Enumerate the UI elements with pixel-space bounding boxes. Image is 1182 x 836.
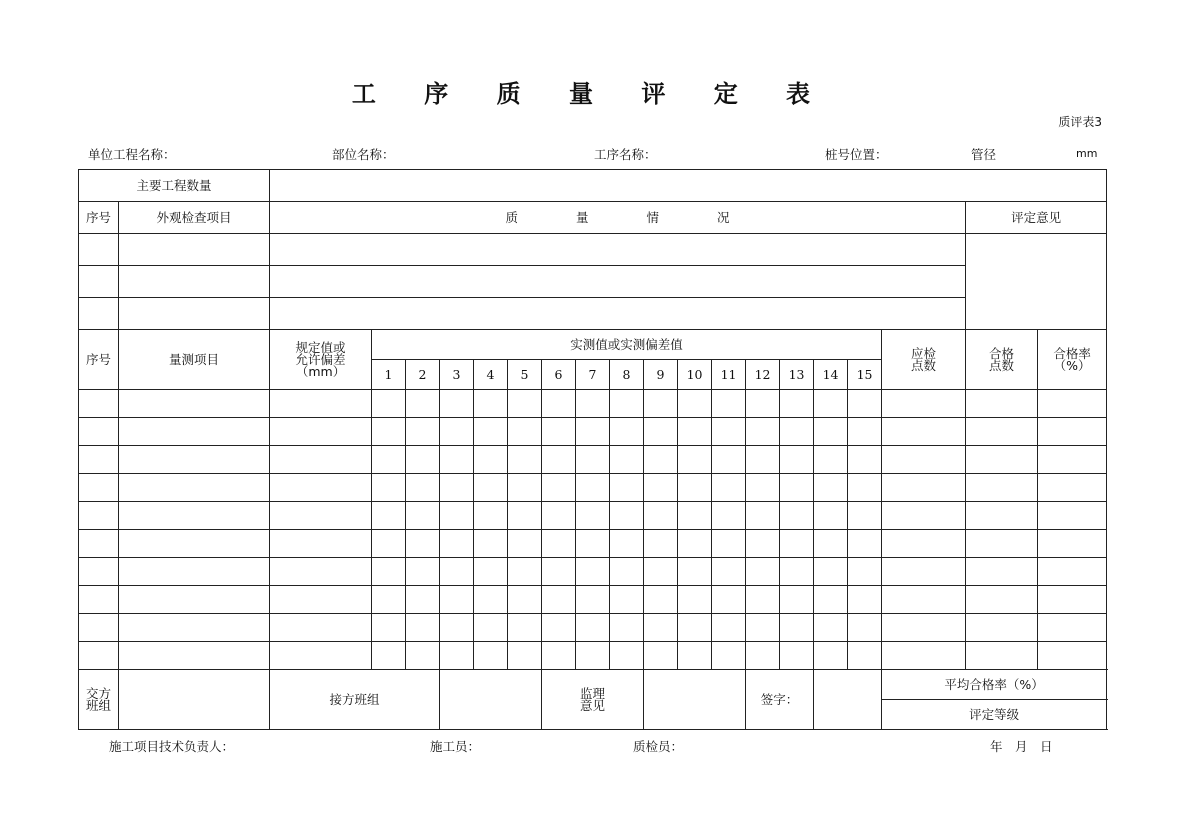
point-number-header: 10 [678, 360, 712, 390]
should-check-points-cell[interactable] [882, 418, 966, 446]
measured-value-cell[interactable] [440, 642, 474, 670]
measured-value-cell[interactable] [372, 642, 406, 670]
measured-value-cell[interactable] [440, 418, 474, 446]
measure-seq-cell[interactable] [79, 418, 119, 446]
measured-value-cell[interactable] [746, 642, 780, 670]
measured-value-cell[interactable] [440, 502, 474, 530]
measured-value-cell[interactable] [576, 418, 610, 446]
measure-item-cell[interactable] [119, 390, 270, 418]
should-check-points-cell[interactable] [882, 586, 966, 614]
measured-value-cell[interactable] [406, 642, 440, 670]
pass-points-header: 合格 点数 [966, 330, 1038, 390]
measured-value-cell[interactable] [678, 474, 712, 502]
measurement-row [79, 558, 1107, 586]
point-number-header: 8 [610, 360, 644, 390]
process-name-label: 工序名称： [594, 147, 657, 162]
appearance-item-cell[interactable] [119, 298, 270, 330]
measured-value-cell[interactable] [678, 558, 712, 586]
should-check-points-cell[interactable] [882, 474, 966, 502]
measured-value-cell[interactable] [712, 502, 746, 530]
measured-value-cell[interactable] [610, 586, 644, 614]
appearance-item-cell[interactable] [119, 266, 270, 298]
measured-value-cell[interactable] [678, 530, 712, 558]
stake-position-label: 桩号位置： [825, 147, 888, 162]
allowed-deviation-cell[interactable] [270, 586, 372, 614]
measured-value-cell[interactable] [508, 390, 542, 418]
measured-value-cell[interactable] [508, 502, 542, 530]
should-check-points-cell[interactable] [882, 390, 966, 418]
point-number-header: 13 [780, 360, 814, 390]
supervision-opinion-value[interactable] [644, 670, 746, 730]
measured-value-cell[interactable] [780, 390, 814, 418]
constructor-label: 施工员： [430, 739, 481, 754]
measure-seq-cell[interactable] [79, 502, 119, 530]
measured-value-cell[interactable] [780, 558, 814, 586]
measured-value-cell[interactable] [678, 502, 712, 530]
handover-team-label: 交方 班组 [79, 670, 119, 730]
pass-points-cell[interactable] [966, 642, 1038, 670]
measured-value-cell[interactable] [474, 614, 508, 642]
measured-value-cell[interactable] [372, 446, 406, 474]
measured-value-cell[interactable] [406, 390, 440, 418]
measured-value-cell[interactable] [678, 614, 712, 642]
allowed-deviation-header: 规定值或 允许偏差 （mm） [270, 330, 372, 390]
measured-value-cell[interactable] [848, 502, 882, 530]
measured-value-cell[interactable] [440, 390, 474, 418]
measured-value-cell[interactable] [848, 474, 882, 502]
seq-header: 序号 [79, 202, 119, 234]
appearance-seq-cell[interactable] [79, 234, 119, 266]
measured-value-cell[interactable] [372, 418, 406, 446]
measured-value-cell[interactable] [542, 614, 576, 642]
measured-value-cell[interactable] [440, 586, 474, 614]
measured-value-cell[interactable] [712, 390, 746, 418]
evaluation-opinion-cell[interactable] [966, 234, 1107, 330]
pass-points-cell[interactable] [966, 614, 1038, 642]
avg-pass-rate-label: 平均合格率（%） [882, 670, 1107, 700]
measured-value-cell[interactable] [814, 446, 848, 474]
measured-value-cell[interactable] [678, 418, 712, 446]
measure-seq-cell[interactable] [79, 642, 119, 670]
measured-value-cell[interactable] [712, 530, 746, 558]
measured-value-cell[interactable] [746, 446, 780, 474]
signature-value[interactable] [814, 670, 882, 730]
measured-value-cell[interactable] [644, 530, 678, 558]
measured-value-cell[interactable] [780, 642, 814, 670]
measure-item-cell[interactable] [119, 474, 270, 502]
measured-value-cell[interactable] [814, 474, 848, 502]
measure-seq-header: 序号 [79, 330, 119, 390]
pipe-diameter-label: 管径 [971, 147, 997, 162]
measured-value-cell[interactable] [644, 390, 678, 418]
measurement-row [79, 390, 1107, 418]
pass-points-cell[interactable] [966, 586, 1038, 614]
should-check-points-cell[interactable] [882, 530, 966, 558]
unit-project-label: 单位工程名称： [88, 147, 176, 162]
pass-rate-cell[interactable] [1038, 418, 1107, 446]
pass-points-cell[interactable] [966, 446, 1038, 474]
measured-value-cell[interactable] [644, 642, 678, 670]
measured-value-cell[interactable] [372, 586, 406, 614]
allowed-deviation-cell[interactable] [270, 558, 372, 586]
point-number-header: 7 [576, 360, 610, 390]
measured-value-cell[interactable] [678, 390, 712, 418]
form-number: 质评表3 [1058, 115, 1102, 129]
handover-team-value[interactable] [119, 670, 270, 730]
measured-value-cell[interactable] [406, 586, 440, 614]
measured-value-cell[interactable] [508, 614, 542, 642]
appearance-item-cell[interactable] [119, 234, 270, 266]
measured-value-cell[interactable] [440, 474, 474, 502]
pass-rate-cell[interactable] [1038, 586, 1107, 614]
measured-value-cell[interactable] [814, 586, 848, 614]
measured-value-cell[interactable] [542, 474, 576, 502]
measured-value-cell[interactable] [814, 614, 848, 642]
appearance-seq-cell[interactable] [79, 298, 119, 330]
pass-rate-cell[interactable] [1038, 614, 1107, 642]
measured-value-cell[interactable] [474, 642, 508, 670]
pass-rate-cell[interactable] [1038, 558, 1107, 586]
date-label: 年 月 日 [990, 739, 1053, 754]
measured-value-cell[interactable] [474, 418, 508, 446]
measured-value-cell[interactable] [848, 614, 882, 642]
measured-value-cell[interactable] [372, 530, 406, 558]
point-number-header: 15 [848, 360, 882, 390]
appearance-seq-cell[interactable] [79, 266, 119, 298]
measured-value-cell[interactable] [780, 614, 814, 642]
measure-seq-cell[interactable] [79, 390, 119, 418]
measure-item-cell[interactable] [119, 418, 270, 446]
measured-value-cell[interactable] [746, 586, 780, 614]
measured-value-cell[interactable] [610, 474, 644, 502]
measured-value-cell[interactable] [406, 474, 440, 502]
measured-value-cell[interactable] [848, 558, 882, 586]
tech-lead-label: 施工项目技术负责人： [109, 739, 235, 754]
should-check-points-cell[interactable] [882, 502, 966, 530]
measured-value-cell[interactable] [576, 530, 610, 558]
measured-value-cell[interactable] [508, 530, 542, 558]
measured-value-cell[interactable] [644, 586, 678, 614]
point-number-header: 11 [712, 360, 746, 390]
measured-value-cell[interactable] [576, 474, 610, 502]
measured-value-cell[interactable] [440, 530, 474, 558]
measured-values-header: 实测值或实测偏差值 [372, 330, 882, 360]
pass-rate-cell[interactable] [1038, 474, 1107, 502]
measurement-row [79, 418, 1107, 446]
should-check-points-header: 应检 点数 [882, 330, 966, 390]
point-number-header: 6 [542, 360, 576, 390]
quality-situation-cell[interactable] [270, 298, 966, 330]
measure-seq-cell[interactable] [79, 586, 119, 614]
measured-value-cell[interactable] [508, 586, 542, 614]
measured-value-cell[interactable] [848, 530, 882, 558]
measured-value-cell[interactable] [474, 586, 508, 614]
measured-value-cell[interactable] [712, 446, 746, 474]
pass-rate-cell[interactable] [1038, 530, 1107, 558]
measured-value-cell[interactable] [610, 530, 644, 558]
measured-value-cell[interactable] [644, 418, 678, 446]
measured-value-cell[interactable] [440, 614, 474, 642]
pass-points-cell[interactable] [966, 530, 1038, 558]
measure-item-cell[interactable] [119, 642, 270, 670]
measured-value-cell[interactable] [474, 558, 508, 586]
pass-points-cell[interactable] [966, 502, 1038, 530]
allowed-deviation-cell[interactable] [270, 390, 372, 418]
measured-value-cell[interactable] [712, 418, 746, 446]
point-number-header: 5 [508, 360, 542, 390]
measured-value-cell[interactable] [610, 446, 644, 474]
measured-value-cell[interactable] [712, 558, 746, 586]
measured-value-cell[interactable] [712, 614, 746, 642]
measured-value-cell[interactable] [542, 530, 576, 558]
measured-value-cell[interactable] [780, 418, 814, 446]
quality-situation-header: 质量情况 [270, 202, 966, 234]
measured-value-cell[interactable] [610, 614, 644, 642]
measurement-row [79, 474, 1107, 502]
measured-value-cell[interactable] [508, 558, 542, 586]
measure-seq-cell[interactable] [79, 614, 119, 642]
measured-value-cell[interactable] [746, 530, 780, 558]
pass-rate-header: 合格率 （%） [1038, 330, 1107, 390]
measured-value-cell[interactable] [542, 390, 576, 418]
measured-value-cell[interactable] [712, 474, 746, 502]
evaluation-opinion-header: 评定意见 [966, 202, 1107, 234]
measured-value-cell[interactable] [746, 502, 780, 530]
point-number-header: 1 [372, 360, 406, 390]
measured-value-cell[interactable] [542, 446, 576, 474]
measure-item-cell[interactable] [119, 558, 270, 586]
allowed-deviation-cell[interactable] [270, 474, 372, 502]
should-check-points-cell[interactable] [882, 558, 966, 586]
measured-value-cell[interactable] [372, 558, 406, 586]
measured-value-cell[interactable] [406, 530, 440, 558]
measured-value-cell[interactable] [508, 418, 542, 446]
part-name-label: 部位名称： [332, 147, 395, 162]
receiver-team-value[interactable] [440, 670, 542, 730]
measured-value-cell[interactable] [542, 502, 576, 530]
quality-table [78, 169, 1107, 730]
measured-value-cell[interactable] [814, 502, 848, 530]
main-quantity-value[interactable] [270, 170, 1107, 202]
measured-value-cell[interactable] [440, 558, 474, 586]
measured-value-cell[interactable] [848, 390, 882, 418]
measured-value-cell[interactable] [406, 558, 440, 586]
measured-value-cell[interactable] [848, 446, 882, 474]
measured-value-cell[interactable] [474, 530, 508, 558]
measurement-row [79, 614, 1107, 642]
measured-value-cell[interactable] [644, 446, 678, 474]
measure-item-cell[interactable] [119, 614, 270, 642]
point-number-header: 2 [406, 360, 440, 390]
point-number-header: 14 [814, 360, 848, 390]
measured-value-cell[interactable] [678, 446, 712, 474]
measured-value-cell[interactable] [780, 474, 814, 502]
measured-value-cell[interactable] [848, 586, 882, 614]
point-number-header: 9 [644, 360, 678, 390]
quality-situation-cell[interactable] [270, 234, 966, 266]
allowed-deviation-cell[interactable] [270, 418, 372, 446]
measured-value-cell[interactable] [610, 502, 644, 530]
measure-item-cell[interactable] [119, 446, 270, 474]
pass-rate-cell[interactable] [1038, 390, 1107, 418]
main-quantity-label: 主要工程数量 [79, 170, 270, 202]
measured-value-cell[interactable] [372, 474, 406, 502]
pass-rate-cell[interactable] [1038, 642, 1107, 670]
measurement-rows [79, 390, 1107, 670]
pass-points-cell[interactable] [966, 390, 1038, 418]
allowed-deviation-cell[interactable] [270, 446, 372, 474]
measured-value-cell[interactable] [848, 642, 882, 670]
measured-value-cell[interactable] [780, 586, 814, 614]
allowed-deviation-cell[interactable] [270, 614, 372, 642]
measured-value-cell[interactable] [746, 474, 780, 502]
measured-value-cell[interactable] [746, 558, 780, 586]
measured-value-cell[interactable] [712, 642, 746, 670]
measured-value-cell[interactable] [508, 446, 542, 474]
form-title: 工 序 质 量 评 定 表 [351, 80, 831, 108]
measure-seq-cell[interactable] [79, 558, 119, 586]
should-check-points-cell[interactable] [882, 614, 966, 642]
quality-situation-cell[interactable] [270, 266, 966, 298]
measured-value-cell[interactable] [372, 614, 406, 642]
measured-value-cell[interactable] [746, 390, 780, 418]
measurement-row [79, 530, 1107, 558]
measured-value-cell[interactable] [474, 390, 508, 418]
measured-value-cell[interactable] [780, 530, 814, 558]
measure-seq-cell[interactable] [79, 446, 119, 474]
measured-value-cell[interactable] [644, 502, 678, 530]
measured-value-cell[interactable] [644, 558, 678, 586]
measurement-row [79, 502, 1107, 530]
measured-value-cell[interactable] [406, 418, 440, 446]
measured-value-cell[interactable] [474, 502, 508, 530]
measured-value-cell[interactable] [610, 642, 644, 670]
allowed-deviation-cell[interactable] [270, 530, 372, 558]
receiver-team-label: 接方班组 [270, 670, 440, 730]
measured-value-cell[interactable] [780, 446, 814, 474]
pass-points-cell[interactable] [966, 558, 1038, 586]
measure-item-cell[interactable] [119, 502, 270, 530]
measured-value-cell[interactable] [542, 558, 576, 586]
measurement-row [79, 586, 1107, 614]
measured-value-cell[interactable] [814, 642, 848, 670]
measured-value-cell[interactable] [542, 642, 576, 670]
measured-value-cell[interactable] [474, 446, 508, 474]
point-number-header: 4 [474, 360, 508, 390]
measured-value-cell[interactable] [406, 446, 440, 474]
measured-value-cell[interactable] [508, 474, 542, 502]
should-check-points-cell[interactable] [882, 642, 966, 670]
measured-value-cell[interactable] [440, 446, 474, 474]
pass-points-cell[interactable] [966, 418, 1038, 446]
measure-seq-cell[interactable] [79, 474, 119, 502]
measured-value-cell[interactable] [610, 418, 644, 446]
allowed-deviation-cell[interactable] [270, 642, 372, 670]
measured-value-cell[interactable] [474, 474, 508, 502]
measured-value-cell[interactable] [576, 558, 610, 586]
measured-value-cell[interactable] [848, 418, 882, 446]
measured-value-cell[interactable] [576, 390, 610, 418]
measured-value-cell[interactable] [406, 614, 440, 642]
measured-value-cell[interactable] [746, 614, 780, 642]
measured-value-cell[interactable] [678, 642, 712, 670]
allowed-deviation-cell[interactable] [270, 502, 372, 530]
measured-value-cell[interactable] [406, 502, 440, 530]
measured-value-cell[interactable] [644, 614, 678, 642]
measured-value-cell[interactable] [508, 642, 542, 670]
measured-value-cell[interactable] [746, 418, 780, 446]
measured-value-cell[interactable] [372, 390, 406, 418]
measured-value-cell[interactable] [576, 642, 610, 670]
measured-value-cell[interactable] [576, 502, 610, 530]
qc-label: 质检员： [633, 739, 684, 754]
measured-value-cell[interactable] [814, 530, 848, 558]
unit-mm-label: mm [1076, 147, 1098, 160]
measured-value-cell[interactable] [814, 418, 848, 446]
measured-value-cell[interactable] [610, 558, 644, 586]
measured-value-cell[interactable] [542, 418, 576, 446]
pass-points-cell[interactable] [966, 474, 1038, 502]
measured-value-cell[interactable] [576, 446, 610, 474]
pass-rate-cell[interactable] [1038, 446, 1107, 474]
measured-value-cell[interactable] [576, 614, 610, 642]
signature-label: 签字： [746, 670, 814, 730]
appearance-item-header: 外观检查项目 [119, 202, 270, 234]
measure-seq-cell[interactable] [79, 530, 119, 558]
measured-value-cell[interactable] [372, 502, 406, 530]
measured-value-cell[interactable] [814, 558, 848, 586]
measure-item-cell[interactable] [119, 586, 270, 614]
measured-value-cell[interactable] [644, 474, 678, 502]
point-number-header: 3 [440, 360, 474, 390]
measurement-row [79, 446, 1107, 474]
measured-value-cell[interactable] [780, 502, 814, 530]
grade-label: 评定等级 [882, 700, 1107, 730]
measured-value-cell[interactable] [712, 586, 746, 614]
measure-item-cell[interactable] [119, 530, 270, 558]
measured-value-cell[interactable] [814, 390, 848, 418]
measurement-row [79, 642, 1107, 670]
point-number-header: 12 [746, 360, 780, 390]
pass-rate-cell[interactable] [1038, 502, 1107, 530]
measured-value-cell[interactable] [542, 586, 576, 614]
should-check-points-cell[interactable] [882, 446, 966, 474]
supervision-opinion-label: 监理 意见 [542, 670, 644, 730]
measured-value-cell[interactable] [610, 390, 644, 418]
measure-item-header: 量测项目 [119, 330, 270, 390]
measured-value-cell[interactable] [678, 586, 712, 614]
measured-value-cell[interactable] [576, 586, 610, 614]
